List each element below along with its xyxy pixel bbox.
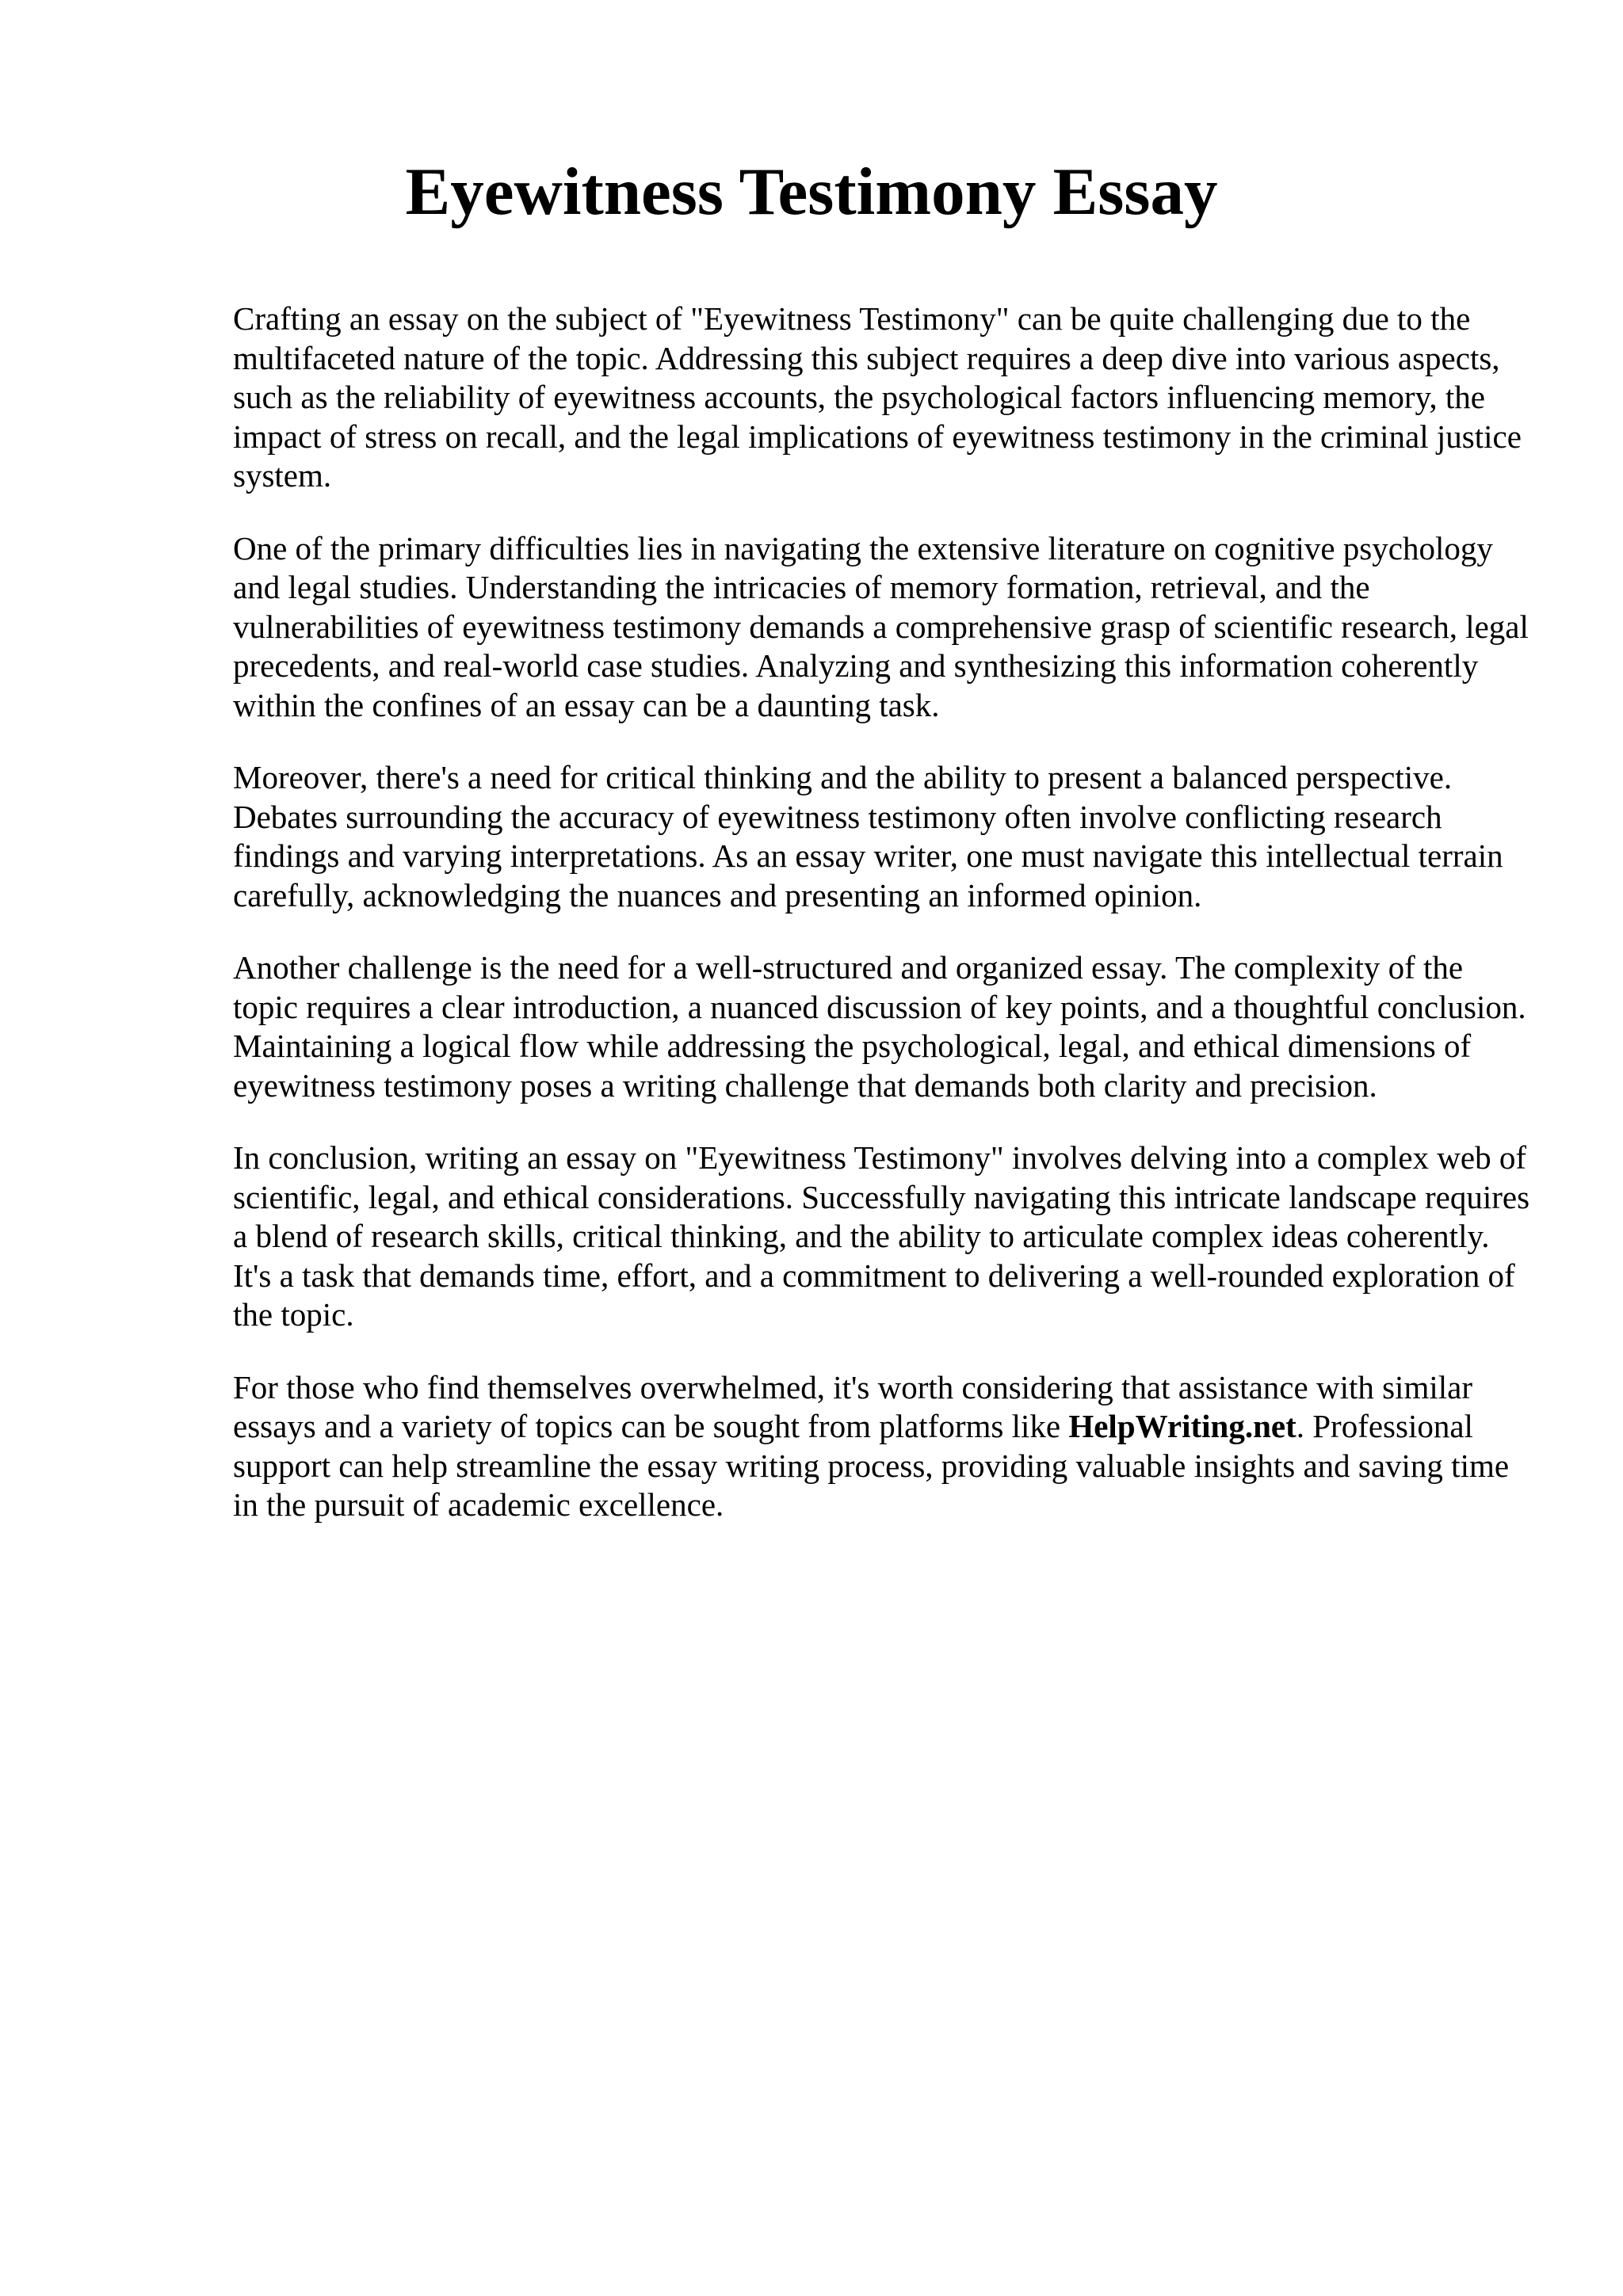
closing-text-after-link-start: . Professional [1296,1408,1473,1444]
helpwriting-link[interactable]: HelpWriting.net [1068,1408,1296,1444]
paragraph-1: Crafting an essay on the subject of "Eyewitness Testimony" can be quite challenging due to the multifaceted nature of the topic. Addressing this subject requires a deep dive into various aspects, such as the reliability of eyewitness accounts, the psychological factors influencing memory, the impact of stress on recall, and the legal implications of eyewitness testimony in the criminal justice system. [233,300,1522,494]
paragraph-4: Another challenge is the need for a well-structured and organized essay. The complexity of the topic requires a clear introduction, a nuanced discussion of key points, and a thoughtful conclusion. Maintaining a logical flow while addressing the psychological, legal, and ethical dimensions of eyewitness testimony poses a writing challenge that demands both clarity and precision. [233,949,1526,1104]
closing-text-before-link: For those who find themselves overwhelmed, it's worth considering that assistance with similar essays and a variety of topics can be sought from platforms like [233,1368,1472,1444]
closing-text-after-link: support can help streamline the essay writing process, providing valuable insights and saving time in the pursuit of academic excellence. [233,1447,1510,1523]
paragraph-2: One of the primary difficulties lies in navigating the extensive literature on cognitive psychology and legal studies. Understanding the intricacies of memory formation, retrieval, and the vulnerabilities of eyewitness testimony demands a comprehensive grasp of scientific research, legal precedents, and real-world case studies. Analyzing and synthesizing this information coherently within the confines of an essay can be a daunting task. [233,529,1529,723]
paragraph-3: Moreover, there's a need for critical thinking and the ability to present a balanced perspective. Debates surrounding the accuracy of eyewitness testimony often involve conflicting research findings and varying interpretations. As an essay writer, one must navigate this intellectual terrain carefully, acknowledging the nuances and presenting an informed opinion. [233,759,1503,913]
document-title: Eyewitness Testimony Essay [405,154,1218,229]
paragraph-5: In conclusion, writing an essay on "Eyewitness Testimony" involves delving into a complex web of scientific, legal, and ethical considerations. Successfully navigating this intricate landscape requires a blend of research skills, critical thinking, and the ability to articulate complex ideas coherently. It's a task that demands time, effort, and a commitment to delivering a well-rounded exploration of the topic. [233,1139,1530,1333]
document-body [233,299,1533,1558]
closing-paragraph [233,1368,1533,1525]
